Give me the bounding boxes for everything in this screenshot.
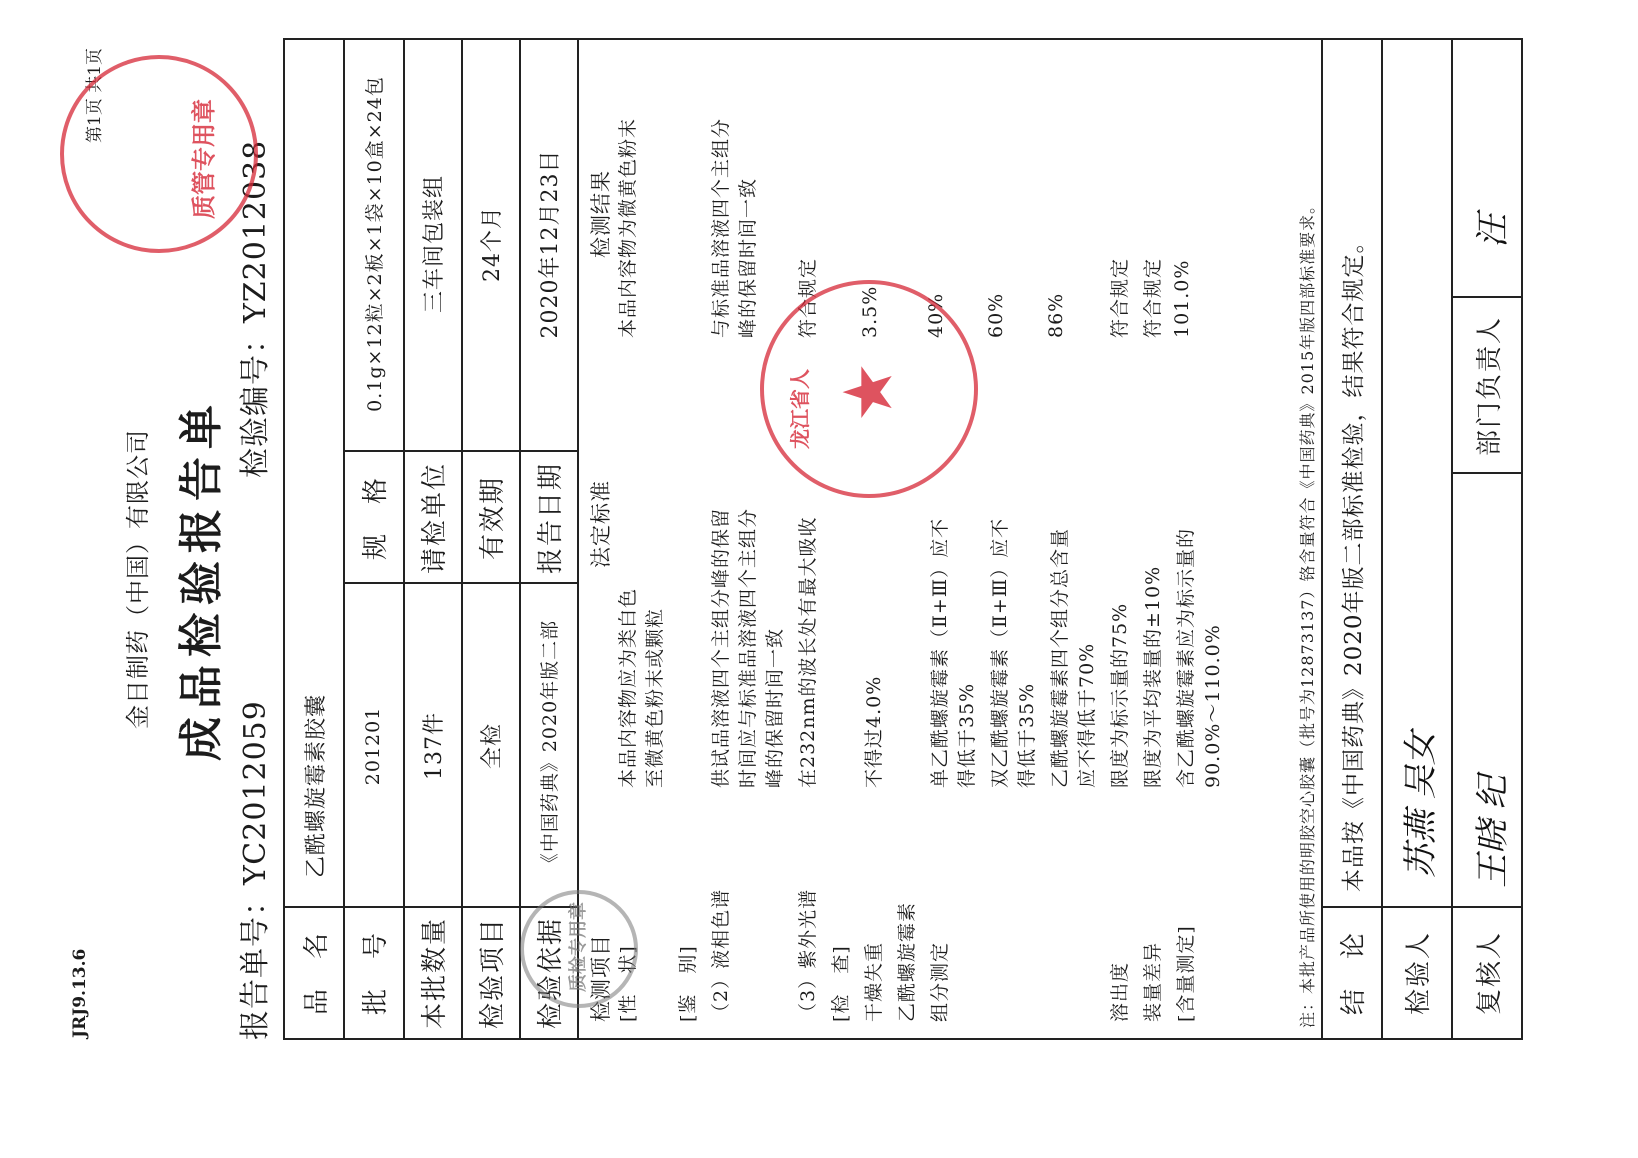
requesting-unit-value: 三车间包装组 — [421, 175, 447, 314]
footnote: 注：本批产品所使用的明胶空心胶囊（批号为12873137）铬含量符合《中国药典》2015年版四部标准要求。 — [1298, 196, 1317, 1028]
inspection-number-label: 检验编号： — [238, 323, 273, 478]
row-standard-line: 在232nm的波长处有最大吸收 — [797, 516, 819, 788]
row-result-line: 60% — [985, 292, 1007, 338]
test-item-value: 全检 — [479, 723, 505, 770]
row-result-line: 本品内容物为微黄色粉末 — [617, 117, 639, 338]
row-standard-line: 供试品溶液四个主组分峰的保留 — [710, 507, 732, 788]
row-standard-line: 双乙酰螺旋霉素（Ⅱ+Ⅲ）应不 — [989, 517, 1011, 788]
batch-label: 批 号 — [360, 931, 391, 1016]
row-standard-line: 得低于35% — [956, 682, 978, 788]
report-date-label: 报告日期 — [535, 462, 566, 575]
quantity-label: 本批数量 — [419, 917, 450, 1030]
row-item: [鉴 别] — [677, 945, 699, 1022]
row-result-line: 峰的保留时间一致 — [737, 177, 759, 338]
report-number: YC2012059 — [238, 700, 273, 885]
row-item: 干燥失重 — [863, 941, 885, 1022]
row-item: [性 状] — [617, 945, 639, 1022]
row-standard-line: 乙酰螺旋霉素四个组分总含量 — [1049, 527, 1071, 788]
form-code: JRJ9.13.6 — [70, 948, 90, 1038]
row-standard-line: 含乙酰螺旋霉素应为标示量的 — [1175, 527, 1197, 788]
row-item: 装量差异 — [1142, 941, 1164, 1022]
test-item-label: 检验项目 — [477, 917, 508, 1030]
expiry-label: 有效期 — [477, 476, 508, 561]
row-standard-line: 峰的保留时间一致 — [764, 627, 786, 788]
row-standard-line: 限度为平均装量的±10% — [1142, 565, 1164, 788]
row-result-line: 86% — [1045, 292, 1067, 338]
dept-head-signature: 汪 — [1473, 214, 1513, 248]
row-item: 溶出度 — [1109, 961, 1131, 1022]
official-seal-stamp — [760, 280, 978, 498]
report-number-label: 报告单号： — [238, 885, 273, 1040]
company-name: 金日制药（中国）有限公司 — [124, 429, 152, 729]
report-date-value: 2020年12月23日 — [537, 149, 563, 339]
row-item: （3）紫外光谱 — [797, 888, 819, 1022]
row-standard-line: 得低于35% — [1016, 682, 1038, 788]
spec-label: 规 格 — [360, 476, 391, 561]
row-standard-line: 不得过4.0% — [863, 675, 885, 788]
conclusion-label: 结 论 — [1338, 931, 1369, 1016]
basis-value: 《中国药典》2020年版二部 — [538, 619, 561, 873]
quantity-value: 137件 — [421, 712, 447, 780]
inspection-table — [283, 38, 1523, 1040]
row-item: [检 查] — [830, 945, 852, 1022]
product-name: 乙酰螺旋霉素胶囊 — [303, 693, 329, 878]
row-result-line: 符合规定 — [797, 257, 819, 338]
col-header-item: 检测项目 — [589, 934, 613, 1022]
row-standard-line: 单乙酰螺旋霉素（Ⅱ+Ⅲ）应不 — [929, 517, 951, 788]
report-number-line — [230, 700, 274, 1040]
dept-head-label: 部门负责人 — [1474, 316, 1505, 457]
row-result-line: 与标准品溶液四个主组分 — [710, 117, 732, 338]
conclusion-text: 本品按《中国药典》2020年版二部标准检验，结果符合规定。 — [1340, 229, 1367, 892]
col-header-standard: 法定标准 — [589, 480, 613, 568]
expiry-value: 24个月 — [479, 206, 505, 282]
row-standard-line: 应不得低于70% — [1076, 642, 1098, 788]
batch-value: 201201 — [362, 706, 384, 786]
row-result-line: 3.5% — [859, 285, 881, 338]
row-result-line: 101.0% — [1171, 259, 1193, 338]
name-label: 品 名 — [301, 931, 332, 1016]
reviewer-signature: 王晓 纪 — [1473, 775, 1513, 888]
row-item: [含量测定] — [1175, 925, 1197, 1022]
row-standard-line: 本品内容物应为类白色 — [617, 587, 639, 788]
row-standard-line: 至微黄色粉末或颗粒 — [644, 607, 666, 788]
qa-seal-stamp — [520, 890, 638, 1008]
page-indicator: 第1页 共1页 — [85, 47, 105, 143]
row-result-line: 符合规定 — [1109, 257, 1131, 338]
row-standard-line: 限度为标示量的75% — [1109, 602, 1131, 788]
inspection-number: YZ2012038 — [238, 139, 273, 323]
row-result-line: 40% — [925, 292, 947, 338]
spec-value: 0.1g×12粒×2板×1袋×10盒×24包 — [363, 76, 386, 412]
row-item: （2）液相色谱 — [710, 888, 732, 1022]
inspector-label: 检验人 — [1403, 931, 1434, 1016]
reviewer-label: 复核人 — [1474, 931, 1505, 1016]
col-header-result: 检测结果 — [589, 170, 613, 258]
row-item: 乙酰螺旋霉素 — [896, 901, 918, 1022]
document-title: 成品检验报告单 — [176, 397, 227, 761]
row-item: 组分测定 — [929, 941, 951, 1022]
qc-seal-stamp — [60, 55, 258, 253]
official-seal-text: 龙江省人 — [788, 369, 812, 449]
qc-seal-text: 质管专用章 — [189, 99, 218, 219]
basis-label: 检验依据 — [535, 917, 566, 1030]
row-standard-line: 时间应与标准品溶液四个主组分 — [737, 507, 759, 788]
requesting-unit-label: 请检单位 — [419, 462, 450, 575]
qa-seal-text: 质检专用章 — [568, 902, 589, 992]
row-standard-line: 90.0%～110.0% — [1202, 624, 1224, 788]
inspector-signature: 苏燕 吴女 — [1401, 731, 1441, 878]
star-icon: ★ — [834, 365, 904, 419]
row-result-line: 符合规定 — [1142, 257, 1164, 338]
